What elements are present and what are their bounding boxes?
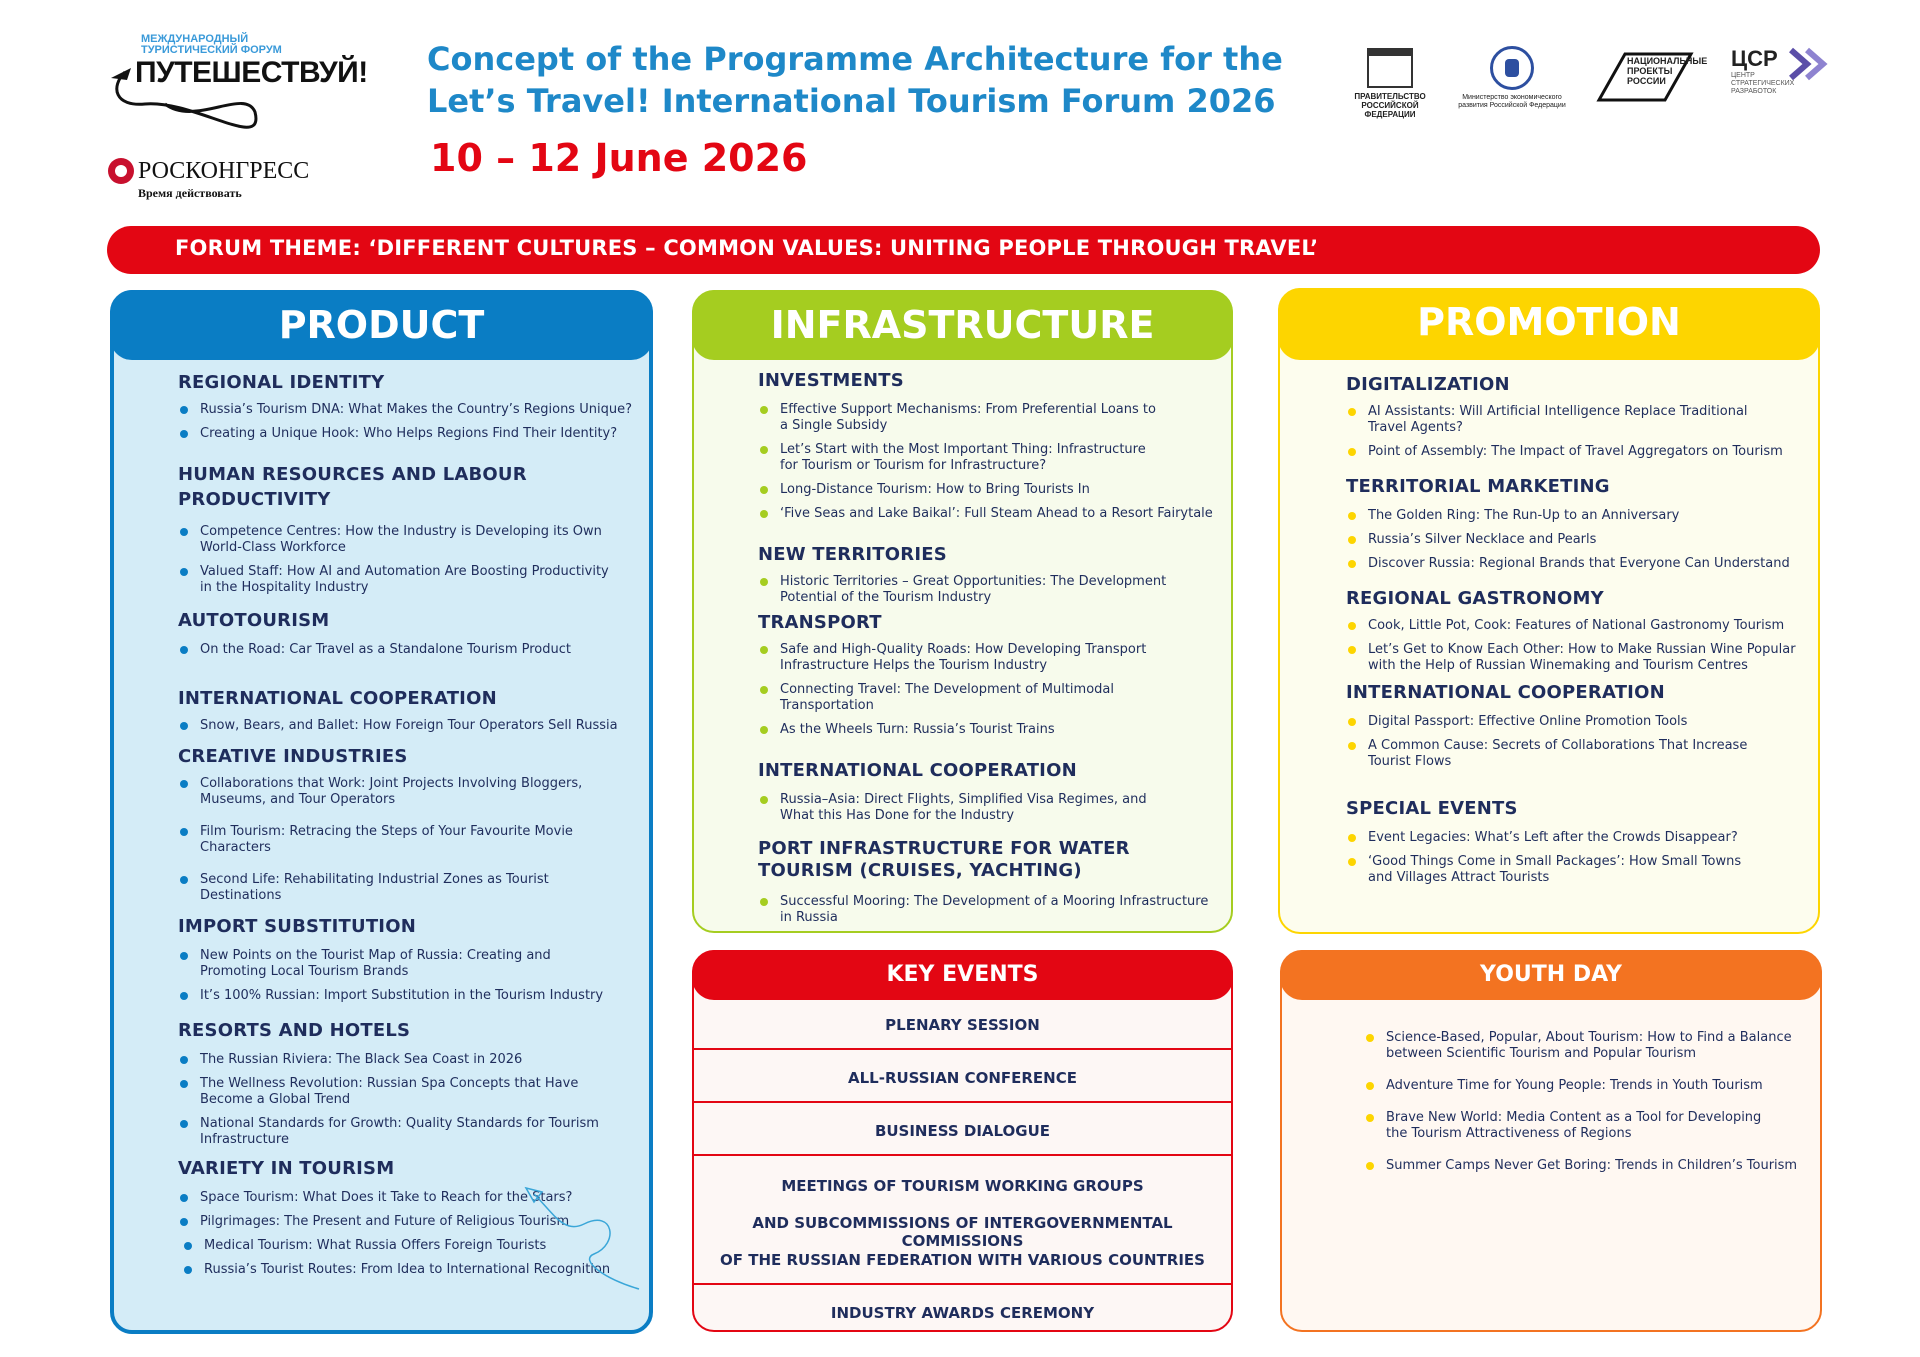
key-event-row: BUSINESS DIALOGUE (874, 1122, 1051, 1140)
section-heading: TERRITORIAL MARKETING (1346, 476, 1610, 497)
list-item: Connecting Travel: The Development of Multimodal Transportation (760, 682, 1160, 714)
list-item: The Golden Ring: The Run-Up to an Anniversary (1348, 508, 1808, 524)
key-events-panel-title: KEY EVENTS (692, 950, 1233, 1000)
roscongress-name: РОСКОНГРЕСС (138, 158, 310, 184)
list-item: Effective Support Mechanisms: From Preferential Loans to a Single Subsidy (760, 402, 1160, 434)
list-item: National Standards for Growth: Quality Standards for Tourism Infrastructure (180, 1116, 610, 1148)
list-item: Space Tourism: What Does it Take to Reach for the Stars? (180, 1190, 640, 1206)
section-heading: HUMAN RESOURCES AND LABOUR PRODUCTIVITY (178, 464, 527, 510)
promotion-panel (1278, 288, 1820, 934)
list-item: AI Assistants: Will Artificial Intelligence Replace Traditional Travel Agents? (1348, 404, 1768, 436)
section-heading: RESORTS AND HOTELS (178, 1020, 411, 1041)
key-event-row: INDUSTRY AWARDS CEREMONY (830, 1304, 1095, 1322)
section-heading: INTERNATIONAL COOPERATION (1346, 682, 1665, 703)
section-heading: IMPORT SUBSTITUTION (178, 916, 416, 937)
partner-logos (1345, 46, 1825, 126)
list-item: Valued Staff: How AI and Automation Are Boosting Productivity in the Hospitality Industry (180, 564, 610, 596)
row-divider (694, 1154, 1231, 1156)
list-item: ‘Five Seas and Lake Baikal’: Full Steam Ahead to a Resort Fairytale (760, 506, 1230, 522)
section-heading: DIGITALIZATION (1346, 374, 1510, 395)
list-item: Summer Camps Never Get Boring: Trends in Children’s Tourism (1366, 1158, 1806, 1174)
youth-day-panel (1280, 950, 1822, 1332)
list-item: Point of Assembly: The Impact of Travel Aggregators on Tourism (1348, 444, 1808, 460)
logo-subtitle-line2: ТУРИСТИЧЕСКИЙ ФОРУМ (141, 44, 282, 56)
national-projects-logo: НАЦИОНАЛЬНЫЕ ПРОЕКТЫ РОССИИ (1590, 46, 1700, 104)
list-item: Russia’s Tourist Routes: From Idea to International Recognition (184, 1262, 644, 1278)
section-heading: PORT INFRASTRUCTURE FOR WATER TOURISM (CRUISES, YACHTING) (758, 838, 1130, 881)
ministry-logo: Министерство экономического развития Российской Федерации (1457, 46, 1567, 110)
promotion-panel-title: PROMOTION (1278, 288, 1820, 360)
list-item: ‘Good Things Come in Small Packages’: How Small Towns and Villages Attract Tourists (1348, 854, 1768, 886)
list-item: The Russian Riviera: The Black Sea Coast in 2026 (180, 1052, 640, 1068)
list-item: Science-Based, Popular, About Tourism: How to Find a Balance between Scientific Tourism and Popular Tourism (1366, 1030, 1796, 1062)
list-item: As the Wheels Turn: Russia’s Tourist Trains (760, 722, 1220, 738)
roscongress-logo (108, 156, 338, 204)
list-item: Pilgrimages: The Present and Future of Religious Tourism (180, 1214, 640, 1230)
section-heading: INTERNATIONAL COOPERATION (758, 760, 1077, 781)
event-dates: 10 – 12 June 2026 (430, 136, 808, 180)
section-heading: NEW TERRITORIES (758, 544, 947, 565)
list-item: Competence Centres: How the Industry is Developing its Own World-Class Workforce (180, 524, 610, 556)
list-item: Creating a Unique Hook: Who Helps Regions Find Their Identity? (180, 426, 640, 442)
key-events-panel (692, 950, 1233, 1332)
row-divider (694, 1048, 1231, 1050)
key-event-row: PLENARY SESSION (885, 1016, 1040, 1034)
row-divider (694, 1101, 1231, 1103)
infrastructure-panel-title: INFRASTRUCTURE (692, 290, 1233, 360)
page-title: Concept of the Programme Architecture for the Let’s Travel! International Tourism Forum 2026 (427, 40, 1283, 120)
list-item: Collaborations that Work: Joint Projects Involving Bloggers, Museums, and Tour Operators (180, 776, 610, 808)
list-item: Discover Russia: Regional Brands that Everyone Can Understand (1348, 556, 1808, 572)
list-item: Snow, Bears, and Ballet: How Foreign Tour Operators Sell Russia (180, 718, 640, 734)
list-item: Digital Passport: Effective Online Promotion Tools (1348, 714, 1808, 730)
list-item: Film Tourism: Retracing the Steps of Your Favourite Movie Characters (180, 824, 610, 856)
youth-day-panel-title: YOUTH DAY (1280, 950, 1822, 1000)
csr-arrow-icon (1787, 46, 1831, 82)
list-item: The Wellness Revolution: Russian Spa Concepts that Have Become a Global Trend (180, 1076, 610, 1108)
csr-logo: ЦСР ЦЕНТР СТРАТЕГИЧЕСКИХ РАЗРАБОТОК (1725, 46, 1835, 96)
list-item: A Common Cause: Secrets of Collaborations That Increase Tourist Flows (1348, 738, 1768, 770)
logo-subtitle-line1: МЕЖДУНАРОДНЫЙ (141, 33, 249, 45)
section-heading: INVESTMENTS (758, 370, 904, 391)
list-item: Second Life: Rehabilitating Industrial Zones as Tourist Destinations (180, 872, 610, 904)
government-logo: ПРАВИТЕЛЬСТВО РОССИЙСКОЙ ФЕДЕРАЦИИ (1345, 46, 1435, 119)
forum-theme-banner (107, 226, 1820, 274)
section-heading: TRANSPORT (758, 612, 882, 633)
list-item: New Points on the Tourist Map of Russia: Creating and Promoting Local Tourism Brands (180, 948, 610, 980)
section-heading: REGIONAL GASTRONOMY (1346, 588, 1604, 609)
section-heading: VARIETY IN TOURISM (178, 1158, 395, 1179)
list-item: Russia’s Silver Necklace and Pearls (1348, 532, 1808, 548)
list-item: Let’s Start with the Most Important Thing: Infrastructure for Tourism or Tourism for Infrastructure? (760, 442, 1160, 474)
product-panel-title: PRODUCT (110, 290, 653, 360)
list-item: It’s 100% Russian: Import Substitution in the Tourism Industry (180, 988, 640, 1004)
infrastructure-panel (692, 290, 1233, 933)
list-item: Let’s Get to Know Each Other: How to Make Russian Wine Popular with the Help of Russian Winemaking and Tourism Centres (1348, 642, 1808, 674)
list-item: Long-Distance Tourism: How to Bring Tourists In (760, 482, 1220, 498)
lets-travel-logo (105, 32, 375, 132)
forum-theme-text: FORUM THEME: ‘DIFFERENT CULTURES – COMMON VALUES: UNITING PEOPLE THROUGH TRAVEL’ (175, 236, 1319, 260)
roscongress-slogan: Время действовать (138, 186, 242, 200)
section-heading: SPECIAL EVENTS (1346, 798, 1518, 819)
paper-plane-doodle-icon (524, 1184, 644, 1294)
list-item: Cook, Little Pot, Cook: Features of National Gastronomy Tourism (1348, 618, 1808, 634)
list-item: Russia–Asia: Direct Flights, Simplified Visa Regimes, and What this Has Done for the Industry (760, 792, 1160, 824)
list-item: Russia’s Tourism DNA: What Makes the Country’s Regions Unique? (180, 402, 640, 418)
list-item: Successful Mooring: The Development of a Mooring Infrastructure in Russia (760, 894, 1210, 926)
section-heading: REGIONAL IDENTITY (178, 372, 385, 393)
eagle-emblem-icon (1490, 46, 1534, 90)
list-item: Safe and High-Quality Roads: How Developing Transport Infrastructure Helps the Tourism Industry (760, 642, 1180, 674)
section-heading: AUTOTOURISM (178, 610, 330, 631)
list-item: Brave New World: Media Content as a Tool for Developing the Tourism Attractiveness of Regions (1366, 1110, 1786, 1142)
section-heading: CREATIVE INDUSTRIES (178, 746, 408, 767)
key-event-row: OF THE RUSSIAN FEDERATION WITH VARIOUS COUNTRIES (720, 1251, 1205, 1269)
list-item: Historic Territories – Great Opportunities: The Development Potential of the Tourism Industry (760, 574, 1180, 606)
list-item: Event Legacies: What’s Left after the Crowds Disappear? (1348, 830, 1808, 846)
section-heading: INTERNATIONAL COOPERATION (178, 688, 497, 709)
key-event-row: ALL-RUSSIAN CONFERENCE (848, 1069, 1077, 1087)
government-building-icon (1367, 48, 1413, 88)
list-item: On the Road: Car Travel as a Standalone Tourism Product (180, 642, 640, 658)
key-event-row: AND SUBCOMMISSIONS OF INTERGOVERNMENTAL COMMISSIONS (752, 1214, 1173, 1250)
roscongress-flower-icon (108, 158, 134, 184)
list-item: Adventure Time for Young People: Trends in Youth Tourism (1366, 1078, 1806, 1094)
list-item: Medical Tourism: What Russia Offers Foreign Tourists (184, 1238, 644, 1254)
product-panel (110, 290, 653, 1334)
key-event-row: MEETINGS OF TOURISM WORKING GROUPS (781, 1177, 1144, 1195)
row-divider (694, 1283, 1231, 1285)
logo-name: ПУТЕШЕСТВУЙ! (135, 56, 368, 89)
